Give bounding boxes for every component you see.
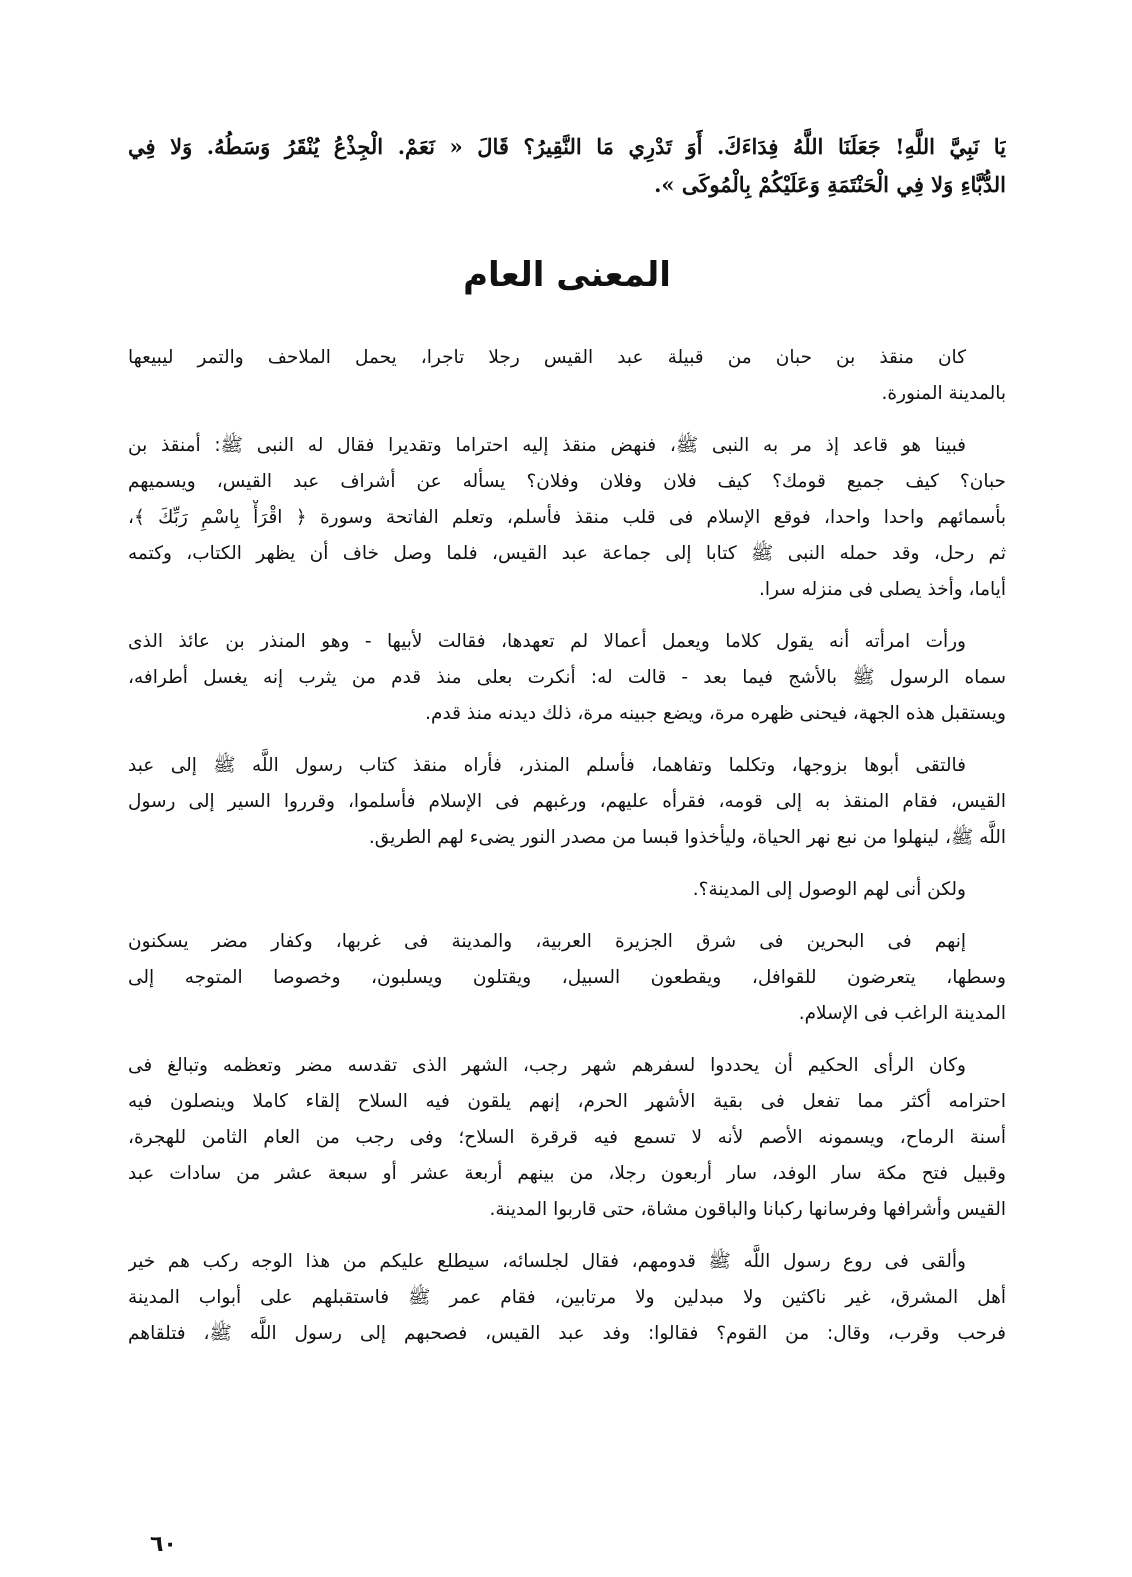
paragraph-line: القيس، فقام المنقذ به إلى قومه، فقرأه عليهم، ورغبهم فى الإسلام فأسلموا، وقرروا السير إلى رسول — [128, 791, 1006, 812]
paragraph-line: ولكن أنى لهم الوصول إلى المدينة؟. — [692, 879, 966, 900]
paragraph-line: سماه الرسول ﷺ بالأشج فيما بعد - قالت له: أنكرت بعلى منذ قدم من يثرب إنه يغسل أطرافه، — [128, 667, 1006, 688]
paragraph-line: وسطها، يتعرضون للقوافل، ويقطعون السبيل، ويقتلون ويسلبون، وخصوصا المتوجه إلى — [128, 967, 1006, 988]
paragraph-line: ورأت امرأته أنه يقول كلاما ويعمل أعمالا لم تعهدها، فقالت لأبيها - وهو المنذر بن عائذ الذى — [128, 631, 966, 652]
paragraph-line: فبينا هو قاعد إذ مر به النبى ﷺ، فنهض منقذ إليه احتراما وتقديرا فقال له النبى ﷺ: أمنقذ بن — [128, 435, 966, 456]
paragraph-line: بالمدينة المنورة. — [881, 383, 1006, 404]
paragraph-line: اللَّه ﷺ، لينهلوا من نبع نهر الحياة، وليأخذوا قبسا من مصدر النور يضىء لهم الطريق. — [368, 827, 1006, 848]
paragraph-line: حبان؟ كيف جميع قومك؟ كيف فلان وفلان وفلان؟ يسأله عن أشراف عبد القيس، ويسميهم — [128, 471, 1006, 492]
paragraph-line: وكان الرأى الحكيم أن يحددوا لسفرهم شهر رجب، الشهر الذى تقدسه مضر وتعظمه وتبالغ فى — [128, 1055, 966, 1076]
paragraph — [128, 624, 1006, 732]
paragraph — [128, 924, 1006, 1032]
paragraph-line: المدينة الراغب فى الإسلام. — [798, 1003, 1006, 1024]
paragraph-line: ويستقبل هذه الجهة، فيحنى ظهره مرة، ويضع جبينه مرة، ذلك ديدنه منذ قدم. — [425, 703, 1006, 724]
paragraph-line: القيس وأشرافها وفرسانها ركبانا والباقون مشاة، حتى قاربوا المدينة. — [489, 1199, 1006, 1220]
paragraph-line: إنهم فى البحرين فى شرق الجزيرة العربية، والمدينة فى غربها، وكفار مضر يسكنون — [128, 931, 966, 952]
paragraph-line: ثم رحل، وقد حمله النبى ﷺ كتابا إلى جماعة عبد القيس، فلما وصل خاف أن يظهر الكتاب، وكتمه — [128, 543, 1006, 564]
page-number: ٦٠ — [150, 1532, 177, 1557]
paragraph-line: احترامه أكثر مما تفعل فى بقية الأشهر الحرم، إنهم يلقون فيه السلاح إلقاء كاملا وينصلون فيه — [128, 1091, 1006, 1112]
paragraph — [128, 428, 1006, 608]
paragraph-line: وقبيل فتح مكة سار الوفد، سار أربعون رجلا، من بينهم أربعة عشر أو سبعة عشر من سادات عبد — [128, 1163, 1006, 1184]
paragraph-line: فالتقى أبوها بزوجها، وتكلما وتفاهما، فأسلم المنذر، فأراه منقذ كتاب رسول اللَّه ﷺ إلى عبد — [128, 755, 966, 776]
quote-line: يَا نَبِيَّ اللَّهِ! جَعَلَنَا اللَّهُ فِدَاءَكَ. أَوَ تَدْرِي مَا النَّقِيرُ؟ قَالَ « نَعَمْ. الْجِذْعُ يُنْقَرُ وَسَطُهُ. وَلا فِي — [128, 134, 1006, 159]
body-text — [128, 340, 1006, 1368]
paragraph-line: وألقى فى روع رسول اللَّه ﷺ قدومهم، فقال لجلسائه، سيطلع عليكم من هذا الوجه ركب هم خير — [128, 1251, 966, 1272]
paragraph — [128, 872, 1006, 908]
quote-line: الدُّبَّاءِ وَلا فِي الْحَنْتَمَةِ وَعَلَيْكُمْ بِالْمُوكَى ». — [654, 172, 1006, 197]
paragraph — [128, 748, 1006, 856]
paragraph — [128, 1244, 1006, 1352]
paragraph — [128, 1048, 1006, 1228]
paragraph-line: فرحب وقرب، وقال: من القوم؟ فقالوا: وفد عبد القيس، فصحبهم إلى رسول اللَّه ﷺ، فتلقاهم — [128, 1323, 1006, 1344]
paragraph — [128, 340, 1006, 412]
paragraph-line: أياما، وأخذ يصلى فى منزله سرا. — [758, 579, 1006, 600]
paragraph-line: بأسمائهم واحدا واحدا، فوقع الإسلام فى قلب منقذ فأسلم، وتعلم الفاتحة وسورة ﴿ اقْرَأْ بِاسْمِ رَبِّكَ ﴾، — [128, 507, 1006, 528]
paragraph-line: كان منقذ بن حبان من قبيلة عبد القيس رجلا تاجرا، يحمل الملاحف والتمر ليبيعها — [128, 347, 966, 368]
paragraph-line: أهل المشرق، غير ناكثين ولا مبدلين ولا مرتابين، فقام عمر ﷺ فاستقبلهم على أبواب المدينة — [128, 1287, 1006, 1308]
hadith-quote — [128, 128, 1006, 204]
paragraph-line: أسنة الرماح، ويسمونه الأصم لأنه لا تسمع فيه قرقرة السلاح؛ وفى رجب من العام الثامن للهجرة، — [128, 1127, 1006, 1148]
section-heading: المعنى العام — [463, 255, 671, 295]
